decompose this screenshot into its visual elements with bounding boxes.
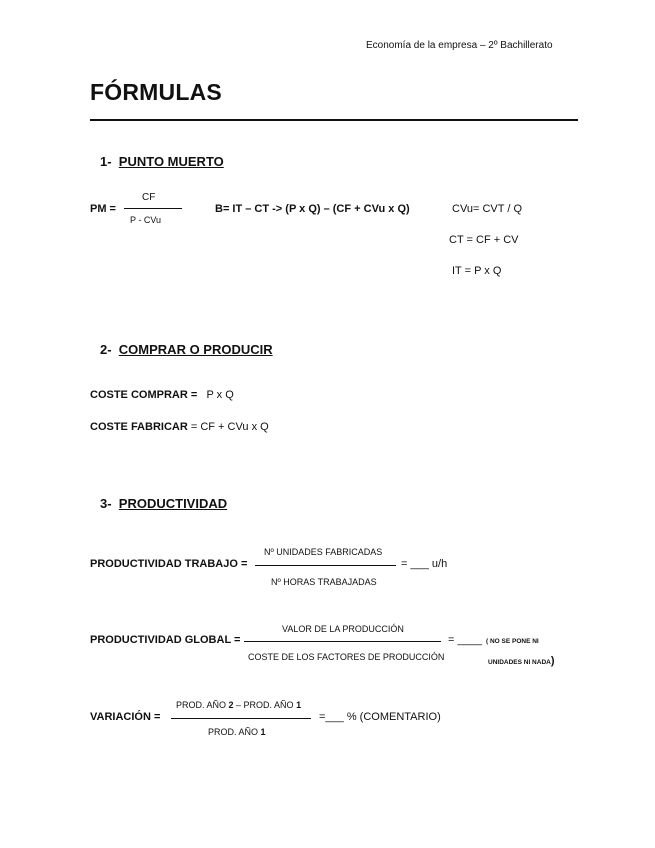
section-title: PUNTO MUERTO [118, 154, 224, 169]
variacion-num-year1: 1 [296, 700, 302, 710]
coste-fabricar-value: = CF + CVu x Q [190, 421, 269, 433]
note-text: UNIDADES NI NADA [488, 659, 551, 666]
closing-paren: ) [550, 655, 555, 667]
title-rule [90, 119, 578, 121]
pm-label: PM = [90, 203, 116, 215]
variacion-numerator [176, 700, 301, 710]
productividad-trabajo-result: = ___ u/h [401, 558, 448, 570]
productividad-trabajo-fraction-bar [255, 565, 396, 566]
section-title: PRODUCTIVIDAD [118, 496, 228, 511]
productividad-global-numerator: VALOR DE LA PRODUCCIÓN [282, 624, 404, 634]
section-number: 1- [100, 154, 112, 169]
coste-fabricar-label: COSTE FABRICAR [90, 421, 188, 433]
pm-fraction-bar [124, 208, 182, 209]
productividad-global-fraction-bar [244, 641, 441, 642]
section-comprar-heading [100, 342, 273, 357]
coste-comprar-label: COSTE COMPRAR = [90, 389, 198, 401]
section-title: COMPRAR O PRODUCIR [118, 342, 273, 357]
variacion-result: =___ % (COMENTARIO) [319, 711, 441, 723]
variacion-denominator [208, 727, 266, 737]
cvu-formula: CVu= CVT / Q [452, 203, 522, 215]
section-number: 3- [100, 496, 112, 511]
variacion-num-part: PROD. AÑO [176, 700, 229, 710]
beneficio-text: B= IT – CT -> (P x Q) – (CF + CVu x Q) [215, 203, 410, 215]
pm-numerator: CF [142, 192, 156, 203]
variacion-label: VARIACIÓN = [90, 711, 161, 723]
productividad-global-denominator: COSTE DE LOS FACTORES DE PRODUCCIÓN [248, 652, 445, 662]
page-header: Economía de la empresa – 2º Bachillerato [366, 40, 553, 51]
variacion-num-year2: 2 [228, 700, 234, 710]
productividad-global-result: = ____ [448, 634, 482, 646]
productividad-trabajo-label: PRODUCTIVIDAD TRABAJO = [90, 558, 248, 570]
variacion-den-part: PROD. AÑO [208, 727, 261, 737]
variacion-num-part: – PROD. AÑO [233, 700, 297, 710]
variacion-den-year1: 1 [260, 727, 266, 737]
section-punto-muerto-heading [100, 154, 224, 169]
section-productividad-heading [100, 496, 227, 511]
coste-fabricar-line [90, 421, 269, 433]
page-title: FÓRMULAS [90, 79, 222, 105]
productividad-global-note-line1: ( NO SE PONE NI [486, 638, 539, 645]
variacion-fraction-bar [171, 718, 311, 719]
pm-denominator: P - CVu [130, 215, 162, 225]
section-number: 2- [100, 342, 112, 357]
productividad-trabajo-numerator: Nº UNIDADES FABRICADAS [264, 547, 383, 557]
productividad-global-label: PRODUCTIVIDAD GLOBAL = [90, 634, 241, 646]
coste-comprar-value: P x Q [206, 389, 234, 401]
productividad-trabajo-denominator: Nº HORAS TRABAJADAS [271, 577, 377, 587]
productividad-global-note-line2 [488, 651, 555, 669]
it-formula: IT = P x Q [452, 265, 502, 277]
coste-comprar-line [90, 389, 234, 401]
ct-formula: CT = CF + CV [449, 234, 519, 246]
beneficio-formula [215, 203, 410, 215]
